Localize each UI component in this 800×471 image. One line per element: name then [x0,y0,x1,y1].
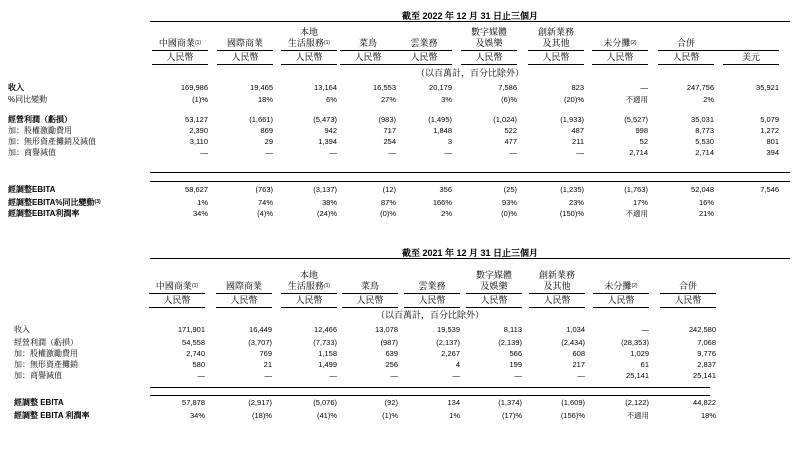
table-cell: (1)% [382,411,398,420]
table-cell: 5,530 [695,137,714,146]
table-cell: (4)% [257,209,273,218]
column-header: 國際商業 [225,281,262,291]
table-cell: 不適用 [626,411,649,420]
table-cell: (5,076) [313,398,337,407]
column-header: 創新業務 [538,270,575,280]
table-cell: 87% [380,198,396,207]
table-cell: (1,763) [624,185,648,194]
table-cell: (1,609) [561,398,585,407]
table-cell: (1,495) [428,115,452,124]
table-cell: (1,024) [493,115,517,124]
column-header: 生活服務$^{(1)}$ [287,281,331,291]
table-cell: — [452,371,460,380]
table-cell: 17% [632,198,648,207]
currency-label: 人民幣 [418,295,446,305]
table-cell: 35,031 [691,115,714,124]
currency-label: 人民幣 [295,295,323,305]
table-cell: 29 [264,137,273,146]
table-cell: 34% [192,209,208,218]
table-cell: 134 [447,398,460,407]
table-cell: — [514,371,522,380]
row-label: 收入 [8,83,24,92]
table-cell: 566 [509,349,522,358]
row-label: 經營利潤（虧損） [8,115,72,124]
currency-label: 人民幣 [672,52,700,62]
table-cell: 477 [504,137,517,146]
currency-label: 人民幣 [542,52,570,62]
table-cell: 16,553 [373,83,396,92]
table-cell: 7,546 [760,185,779,194]
table-cell: (12) [382,185,396,194]
table-cell: (3,707) [248,338,272,347]
currency-label: 人民幣 [231,52,259,62]
table-cell: 580 [192,360,205,369]
divider [404,293,460,294]
row-label: 加：商譽減值 [14,371,62,380]
divider [461,50,517,51]
table-cell: 3 [447,137,452,146]
table-cell: 3% [441,95,452,104]
table-cell: 不適用 [625,95,648,104]
divider [216,293,272,294]
table-cell: 7,068 [697,338,716,347]
table-cell: 169,986 [180,83,208,92]
divider [150,21,790,22]
row-label: 加：股權激勵費用 [8,126,72,135]
table-cell: 2,740 [186,349,205,358]
table-cell: (0)% [501,209,517,218]
table-cell: 801 [766,137,779,146]
table-cell: (1,933) [560,115,584,124]
column-header: 國際商業 [226,38,263,48]
row-label: 加：商譽減值 [8,148,56,157]
table-cell: 7,586 [498,83,517,92]
divider [466,293,522,294]
footnote-marker: (1) [323,283,331,289]
divider [342,293,398,294]
table-cell: — [390,371,398,380]
table-cell: 3,110 [189,137,208,146]
divider [396,64,452,65]
divider [660,293,716,294]
table-cell: 166% [432,198,452,207]
table-cell: 769 [259,349,272,358]
divider [281,293,337,294]
table-cell: — [509,148,517,157]
divider [150,181,790,182]
table-cell: — [329,148,337,157]
table-cell: 13,164 [314,83,337,92]
row-label: 經調整 EBITA 利潤率 [14,411,90,420]
table-cell: 823 [571,83,584,92]
table-cell: 53,127 [185,115,208,124]
table-cell: 1,034 [566,325,585,334]
table-cell: 1,158 [318,349,337,358]
table-cell: 1% [197,198,208,207]
column-header: 雲業務 [418,281,446,291]
divider [528,50,584,51]
column-header: 中國商業$^{(1)}$ [158,38,202,48]
table-cell: 942 [324,126,337,135]
column-header: 菜鳥 [360,281,379,291]
row-label: %同比變動 [8,95,48,104]
row-label: 經調整EBITA%同比變動$^{(3)}$ [8,198,101,207]
divider [150,258,790,259]
divider [396,50,452,51]
table-cell: 52,048 [691,185,714,194]
table-cell: 44,822 [693,398,716,407]
divider [150,395,710,396]
currency-label: 人民幣 [295,52,323,62]
table-cell: — [641,325,649,334]
footnote-marker: (2) [630,40,637,46]
divider [529,307,585,308]
table-cell: 16,449 [249,325,272,334]
currency-label: 人民幣 [543,295,571,305]
table-cell: — [329,371,337,380]
table-cell: 2,267 [441,349,460,358]
footnote-marker: (3) [94,199,101,205]
divider [404,307,460,308]
currency-label: 人民幣 [230,295,258,305]
table-cell: (2,137) [436,338,460,347]
row-label: 經調整EBITA [8,185,56,194]
section-2021 [0,240,800,471]
row-label: 經調整EBITA利潤率 [8,209,80,218]
table-cell: 247,756 [686,83,714,92]
currency-label: 人民幣 [607,295,635,305]
row-label: 經營利潤（虧損） [14,338,78,347]
divider [593,293,649,294]
table-cell: 13,078 [375,325,398,334]
column-header: 及娛樂 [475,38,503,48]
table-cell: (987) [380,338,398,347]
table-cell: 74% [257,198,273,207]
table-cell: 8,773 [695,126,714,135]
table-cell: (5,527) [624,115,648,124]
table-cell: 6% [326,95,337,104]
table-cell: — [264,371,272,380]
divider [152,50,208,51]
divider [658,64,714,65]
table-cell: — [265,148,273,157]
table-cell: 93% [501,198,517,207]
table-cell: 2,837 [697,360,716,369]
table-cell: 608 [572,349,585,358]
table-cell: 5,079 [760,115,779,124]
table-cell: 18% [700,411,716,420]
divider [528,64,584,65]
period-title: 截至 2022 年 12 月 31 日止三個月 [401,11,539,21]
table-cell: 23% [568,198,584,207]
table-cell: 9,776 [697,349,716,358]
divider [281,50,337,51]
unit-note: （以百萬計，百分比除外） [415,68,524,78]
table-cell: 256 [385,360,398,369]
currency-label: 人民幣 [606,52,634,62]
table-cell: 35,921 [756,83,779,92]
divider [592,50,648,51]
table-cell: (2,139) [498,338,522,347]
table-cell: 21% [698,209,714,218]
divider [658,50,779,51]
table-cell: (41)% [316,411,337,420]
divider [281,64,337,65]
unit-note: （以百萬計，百分比除外） [375,310,484,320]
column-header: 本地 [299,270,318,280]
divider [150,387,710,388]
table-cell: 522 [504,126,517,135]
table-cell: — [577,371,585,380]
currency-label: 人民幣 [356,295,384,305]
table-cell: 8,113 [503,325,522,334]
table-cell: 21 [263,360,272,369]
table-cell: 34% [189,411,205,420]
divider [340,50,396,51]
row-label: 加：無形資產攤銷 [14,360,78,369]
currency-label: 人民幣 [354,52,382,62]
table-cell: 217 [572,360,585,369]
table-cell: (28,353) [621,338,649,347]
divider [217,64,273,65]
column-header: 雲業務 [410,38,438,48]
column-header: 數字媒體 [475,270,512,280]
table-cell: (17)% [501,411,522,420]
row-label: 加：股權激勵費用 [14,349,78,358]
table-cell: 2% [703,95,714,104]
column-header: 本地 [299,27,318,37]
table-cell: (7,733) [313,338,337,347]
period-title: 截至 2021 年 12 月 31 日止三個月 [401,248,539,258]
table-cell: 242,580 [688,325,716,334]
table-cell: — [640,83,648,92]
column-header: 未分攤$^{(2)}$ [603,38,637,48]
divider [593,307,649,308]
table-cell: (2,122) [625,398,649,407]
table-cell: 19,539 [437,325,460,334]
table-cell: 254 [383,137,396,146]
column-header: 及娛樂 [480,281,508,291]
divider [592,64,648,65]
table-cell: 27% [380,95,396,104]
table-cell: 52 [639,137,648,146]
currency-label: 人民幣 [475,52,503,62]
table-cell: (763) [255,185,273,194]
table-cell: (0)% [380,209,396,218]
table-cell: (1,661) [249,115,273,124]
divider [461,64,517,65]
column-header: 合併 [676,38,695,48]
row-label: 經調整 EBITA [14,398,64,407]
table-cell: 1,499 [318,360,337,369]
column-header: 數字媒體 [470,27,507,37]
currency-label: 人民幣 [410,52,438,62]
divider [216,307,272,308]
table-cell: 20,179 [429,83,452,92]
table-cell: 1,394 [318,137,337,146]
divider [149,307,205,308]
currency-label: 人民幣 [480,295,508,305]
column-header: 菜鳥 [358,38,377,48]
divider [340,64,396,65]
table-cell: 2,390 [189,126,208,135]
footnote-marker: (1) [323,40,331,46]
table-cell: 998 [635,126,648,135]
table-cell: (25) [503,185,517,194]
table-cell: 869 [260,126,273,135]
divider [150,172,790,173]
currency-label: 人民幣 [163,295,191,305]
table-cell: 394 [766,148,779,157]
table-cell: (150)% [559,209,584,218]
table-cell: 1,272 [760,126,779,135]
divider [723,64,779,65]
table-cell: (1)% [192,95,208,104]
footnote-marker: (1) [191,283,199,289]
table-cell: 16% [698,198,714,207]
table-cell: (5,473) [313,115,337,124]
table-cell: 19,465 [250,83,273,92]
table-cell: 61 [640,360,649,369]
table-cell: 199 [509,360,522,369]
table-cell: (3,137) [313,185,337,194]
divider [152,64,208,65]
divider [342,307,398,308]
currency-label: 美元 [741,52,760,62]
table-cell: — [200,148,208,157]
footnote-marker: (1) [194,40,202,46]
table-cell: 171,901 [177,325,205,334]
table-cell: 不適用 [625,209,648,218]
table-cell: (1,235) [560,185,584,194]
divider [660,307,716,308]
table-cell: 58,627 [185,185,208,194]
column-header: 創新業務 [537,27,574,37]
table-cell: (20)% [563,95,584,104]
table-cell: (2,917) [248,398,272,407]
table-cell: 717 [383,126,396,135]
column-header: 生活服務$^{(1)}$ [287,38,331,48]
table-cell: (92) [384,398,398,407]
table-cell: — [388,148,396,157]
row-label: 加：無形資產攤銷及減值 [8,137,96,146]
table-cell: 1,029 [630,349,649,358]
table-cell: (6)% [501,95,517,104]
divider [217,50,273,51]
table-cell: 211 [572,137,584,146]
table-cell: 356 [439,185,452,194]
table-cell: 487 [571,126,584,135]
currency-label: 人民幣 [166,52,194,62]
table-cell: 25,141 [626,371,649,380]
table-cell: (24)% [316,209,337,218]
column-header: 合併 [678,281,697,291]
table-cell: — [197,371,205,380]
column-header: 及其他 [542,38,570,48]
row-label: 收入 [14,325,30,334]
table-cell: 12,466 [314,325,337,334]
divider [149,293,205,294]
table-cell: 4 [455,360,460,369]
table-cell: 2,714 [629,148,648,157]
table-cell: 2,714 [695,148,714,157]
table-cell: — [444,148,452,157]
column-header: 中國商業$^{(1)}$ [155,281,199,291]
table-cell: (156)% [560,411,585,420]
divider [529,293,585,294]
table-cell: (983) [378,115,396,124]
column-header: 及其他 [543,281,571,291]
table-cell: 54,558 [182,338,205,347]
table-cell: (1,374) [498,398,522,407]
table-cell: 2% [441,209,452,218]
table-cell: 18% [257,95,273,104]
divider [281,307,337,308]
currency-label: 人民幣 [674,295,702,305]
table-cell: 38% [321,198,337,207]
table-cell: 1,848 [433,126,452,135]
table-cell: 639 [385,349,398,358]
table-cell: 1% [449,411,460,420]
column-header: 未分攤$^{(2)}$ [604,281,638,291]
table-cell: 25,141 [693,371,716,380]
table-cell: — [576,148,584,157]
footnote-marker: (2) [631,283,638,289]
divider [466,307,522,308]
table-cell: (2,434) [561,338,585,347]
table-cell: (18)% [251,411,272,420]
table-cell: 57,878 [182,398,205,407]
